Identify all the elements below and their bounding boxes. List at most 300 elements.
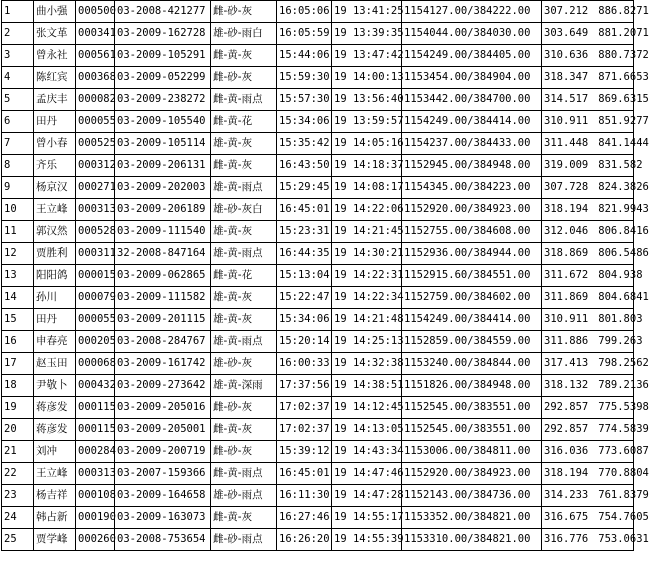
speed-value: 775.5398 (598, 401, 649, 413)
member-id-cell: 000055 (76, 111, 115, 133)
arrival-time-cell: 19 14:13:05 (332, 419, 402, 441)
distance-value: 314.517 (544, 93, 589, 105)
speed-value: 881.2071 (598, 27, 649, 39)
speed-value: 804.938 (598, 269, 643, 281)
member-id-cell: 000284 (76, 441, 115, 463)
distance-speed-cell (542, 529, 649, 551)
speed-value: 770.8804 (598, 467, 649, 479)
pigeon-color-cell: 雌-砂-雨点 (211, 529, 277, 551)
coordinate-cell: 1152755.00/384608.00 (402, 221, 542, 243)
pigeon-color-cell: 雄-黄-雨点 (211, 177, 277, 199)
member-id-cell: 000068 (76, 353, 115, 375)
distance-speed-cell (542, 1, 649, 23)
distance-speed-cell (542, 419, 649, 441)
member-id-cell: 000015 (76, 265, 115, 287)
release-time-cell: 17:02:37 (277, 419, 332, 441)
member-id-cell: 000115 (76, 419, 115, 441)
arrival-time-cell: 19 14:21:48 (332, 309, 402, 331)
arrival-time-cell: 19 14:05:16 (332, 133, 402, 155)
distance-value: 310.911 (544, 313, 589, 325)
coordinate-cell: 1153240.00/384844.00 (402, 353, 542, 375)
member-id-cell: 000525 (76, 133, 115, 155)
distance-value: 316.036 (544, 445, 589, 457)
member-id-cell: 000341 (76, 23, 115, 45)
release-time-cell: 16:27:46 (277, 507, 332, 529)
table-row (2, 463, 634, 485)
rank-cell: 11 (2, 221, 34, 243)
pigeon-color-cell: 雌-黄-雨点 (211, 463, 277, 485)
release-time-cell: 15:22:47 (277, 287, 332, 309)
distance-value: 311.672 (544, 269, 589, 281)
speed-value: 754.7605 (598, 511, 649, 523)
ring-number-cell: 03-2009-111540 (115, 221, 211, 243)
rank-cell: 23 (2, 485, 34, 507)
arrival-time-cell: 19 13:47:42 (332, 45, 402, 67)
distance-value: 310.636 (544, 49, 589, 61)
table-row (2, 419, 634, 441)
coordinate-cell: 1152859.00/384559.00 (402, 331, 542, 353)
member-name-cell: 曾永社 (34, 45, 76, 67)
table-row (2, 67, 634, 89)
rank-cell: 7 (2, 133, 34, 155)
release-time-cell: 16:05:06 (277, 1, 332, 23)
pigeon-color-cell: 雌-黄-花 (211, 265, 277, 287)
distance-value: 318.194 (544, 203, 589, 215)
distance-value: 292.857 (544, 423, 589, 435)
ring-number-cell: 03-2009-205001 (115, 419, 211, 441)
distance-value: 316.675 (544, 511, 589, 523)
speed-value: 789.2136 (598, 379, 649, 391)
distance-speed-cell (542, 155, 643, 177)
arrival-time-cell: 19 13:39:35 (332, 23, 402, 45)
distance-speed-cell (542, 177, 649, 199)
speed-value: 773.6087 (598, 445, 649, 457)
release-time-cell: 15:59:30 (277, 67, 332, 89)
coordinate-cell: 1152920.00/384923.00 (402, 463, 542, 485)
race-results-table (1, 0, 649, 551)
release-time-cell: 15:34:06 (277, 111, 332, 133)
coordinate-cell: 1152920.00/384923.00 (402, 199, 542, 221)
rank-cell: 15 (2, 309, 34, 331)
member-name-cell: 蒋彦发 (34, 397, 76, 419)
member-name-cell: 孙川 (34, 287, 76, 309)
arrival-time-cell: 19 14:22:31 (332, 265, 402, 287)
member-name-cell: 王立峰 (34, 463, 76, 485)
ring-number-cell: 03-2009-062865 (115, 265, 211, 287)
speed-value: 801.803 (598, 313, 643, 325)
member-id-cell: 000313 (76, 463, 115, 485)
table-row (2, 441, 634, 463)
pigeon-color-cell: 雌-砂-灰 (211, 397, 277, 419)
release-time-cell: 16:05:59 (277, 23, 332, 45)
distance-speed-cell (542, 199, 649, 221)
results-body (2, 1, 649, 551)
release-time-cell: 15:35:42 (277, 133, 332, 155)
ring-number-cell: 03-2009-111582 (115, 287, 211, 309)
release-time-cell: 15:44:06 (277, 45, 332, 67)
table-row (2, 45, 634, 67)
member-id-cell: 000205 (76, 331, 115, 353)
release-time-cell: 16:45:01 (277, 463, 332, 485)
member-id-cell: 000311 (76, 243, 115, 265)
release-time-cell: 16:11:30 (277, 485, 332, 507)
table-row (2, 177, 634, 199)
member-name-cell: 赵玉田 (34, 353, 76, 375)
ring-number-cell: 32-2008-847164 (115, 243, 211, 265)
member-name-cell: 申春亮 (34, 331, 76, 353)
pigeon-color-cell: 雌-砂-灰 (211, 1, 277, 23)
rank-cell: 17 (2, 353, 34, 375)
ring-number-cell: 03-2008-753654 (115, 529, 211, 551)
coordinate-cell: 1154044.00/384030.00 (402, 23, 542, 45)
table-row (2, 375, 634, 397)
arrival-time-cell: 19 14:00:13 (332, 67, 402, 89)
distance-speed-cell (542, 287, 649, 309)
pigeon-color-cell: 雌-黄-灰 (211, 419, 277, 441)
arrival-time-cell: 19 14:55:39 (332, 529, 402, 551)
member-id-cell: 000561 (76, 45, 115, 67)
distance-value: 303.649 (544, 27, 589, 39)
arrival-time-cell: 19 14:25:13 (332, 331, 402, 353)
pigeon-color-cell: 雄-砂-灰 (211, 353, 277, 375)
distance-value: 319.009 (544, 159, 589, 171)
arrival-time-cell: 19 14:21:45 (332, 221, 402, 243)
table-row (2, 353, 634, 375)
coordinate-cell: 1154345.00/384223.00 (402, 177, 542, 199)
table-row (2, 1, 634, 23)
member-id-cell: 000055 (76, 309, 115, 331)
pigeon-color-cell: 雌-黄-雨点 (211, 89, 277, 111)
member-name-cell: 贾胜利 (34, 243, 76, 265)
ring-number-cell: 03-2009-238272 (115, 89, 211, 111)
distance-value: 311.869 (544, 291, 589, 303)
speed-value: 806.8416 (598, 225, 649, 237)
arrival-time-cell: 19 14:08:17 (332, 177, 402, 199)
ring-number-cell: 03-2008-421277 (115, 1, 211, 23)
coordinate-cell: 1152545.00/383551.00 (402, 419, 542, 441)
ring-number-cell: 03-2007-159366 (115, 463, 211, 485)
table-row (2, 111, 634, 133)
rank-cell: 20 (2, 419, 34, 441)
distance-speed-cell (542, 133, 649, 155)
arrival-time-cell: 19 14:47:46 (332, 463, 402, 485)
rank-cell: 1 (2, 1, 34, 23)
coordinate-cell: 1154127.00/384222.00 (402, 1, 542, 23)
member-id-cell: 000260 (76, 529, 115, 551)
distance-value: 312.046 (544, 225, 589, 237)
coordinate-cell: 1152759.00/384602.00 (402, 287, 542, 309)
speed-value: 761.8379 (598, 489, 649, 501)
member-name-cell: 曲小强 (34, 1, 76, 23)
release-time-cell: 17:37:56 (277, 375, 332, 397)
distance-value: 311.886 (544, 335, 589, 347)
pigeon-color-cell: 雄-黄-灰 (211, 221, 277, 243)
member-id-cell: 000271 (76, 177, 115, 199)
table-row (2, 529, 634, 551)
speed-value: 821.9943 (598, 203, 649, 215)
member-name-cell: 曾小春 (34, 133, 76, 155)
coordinate-cell: 1153442.00/384700.00 (402, 89, 542, 111)
table-row (2, 397, 634, 419)
coordinate-cell: 1152915.60/384551.00 (402, 265, 542, 287)
distance-speed-cell (542, 265, 643, 287)
pigeon-color-cell: 雌-砂-灰 (211, 441, 277, 463)
pigeon-color-cell: 雄-黄-雨点 (211, 331, 277, 353)
rank-cell: 8 (2, 155, 34, 177)
ring-number-cell: 03-2008-284767 (115, 331, 211, 353)
speed-value: 824.3826 (598, 181, 649, 193)
table-row (2, 485, 634, 507)
ring-number-cell: 03-2009-163073 (115, 507, 211, 529)
distance-value: 318.132 (544, 379, 589, 391)
member-id-cell: 000313 (76, 199, 115, 221)
coordinate-cell: 1152936.00/384944.00 (402, 243, 542, 265)
pigeon-color-cell: 雄-黄-灰 (211, 133, 277, 155)
arrival-time-cell: 19 14:38:51 (332, 375, 402, 397)
rank-cell: 9 (2, 177, 34, 199)
pigeon-color-cell: 雌-黄-灰 (211, 507, 277, 529)
distance-speed-cell (542, 331, 643, 353)
member-id-cell: 000190 (76, 507, 115, 529)
speed-value: 831.582 (598, 159, 643, 171)
pigeon-color-cell: 雌-黄-灰 (211, 45, 277, 67)
distance-value: 310.911 (544, 115, 589, 127)
rank-cell: 2 (2, 23, 34, 45)
pigeon-color-cell: 雄-黄-灰 (211, 287, 277, 309)
distance-speed-cell (542, 243, 649, 265)
member-name-cell: 杨京汉 (34, 177, 76, 199)
member-name-cell: 郭汉然 (34, 221, 76, 243)
coordinate-cell: 1154249.00/384405.00 (402, 45, 542, 67)
coordinate-cell: 1153006.00/384811.00 (402, 441, 542, 463)
distance-speed-cell (542, 375, 649, 397)
table-row (2, 89, 634, 111)
rank-cell: 14 (2, 287, 34, 309)
ring-number-cell: 03-2009-201115 (115, 309, 211, 331)
distance-speed-cell (542, 221, 649, 243)
coordinate-cell: 1152545.00/383551.00 (402, 397, 542, 419)
distance-speed-cell (542, 89, 649, 111)
arrival-time-cell: 19 14:22:34 (332, 287, 402, 309)
distance-speed-cell (542, 441, 649, 463)
release-time-cell: 16:44:35 (277, 243, 332, 265)
coordinate-cell: 1152945.00/384948.00 (402, 155, 542, 177)
speed-value: 806.5486 (598, 247, 649, 259)
speed-value: 880.7372 (598, 49, 649, 61)
distance-value: 318.194 (544, 467, 589, 479)
member-name-cell: 韩占新 (34, 507, 76, 529)
distance-value: 316.776 (544, 533, 589, 545)
pigeon-color-cell: 雌-黄-花 (211, 111, 277, 133)
distance-value: 318.869 (544, 247, 589, 259)
pigeon-color-cell: 雄-黄-雨点 (211, 243, 277, 265)
release-time-cell: 16:00:33 (277, 353, 332, 375)
coordinate-cell: 1153310.00/384821.00 (402, 529, 542, 551)
release-time-cell: 15:20:14 (277, 331, 332, 353)
arrival-time-cell: 19 14:18:37 (332, 155, 402, 177)
member-id-cell: 000082 (76, 89, 115, 111)
ring-number-cell: 03-2009-052299 (115, 67, 211, 89)
coordinate-cell: 1154249.00/384414.00 (402, 309, 542, 331)
release-time-cell: 15:23:31 (277, 221, 332, 243)
member-name-cell: 杨吉祥 (34, 485, 76, 507)
ring-number-cell: 03-2009-164658 (115, 485, 211, 507)
rank-cell: 10 (2, 199, 34, 221)
rank-cell: 18 (2, 375, 34, 397)
ring-number-cell: 03-2009-273642 (115, 375, 211, 397)
table-row (2, 221, 634, 243)
member-name-cell: 孟庆丰 (34, 89, 76, 111)
distance-value: 311.448 (544, 137, 589, 149)
release-time-cell: 15:57:30 (277, 89, 332, 111)
table-row (2, 265, 634, 287)
pigeon-color-cell: 雄-砂-灰白 (211, 199, 277, 221)
release-time-cell: 16:43:50 (277, 155, 332, 177)
rank-cell: 4 (2, 67, 34, 89)
distance-value: 307.728 (544, 181, 589, 193)
ring-number-cell: 03-2009-161742 (115, 353, 211, 375)
table-row (2, 243, 634, 265)
arrival-time-cell: 19 13:59:57 (332, 111, 402, 133)
distance-speed-cell (542, 353, 649, 375)
ring-number-cell: 03-2009-105291 (115, 45, 211, 67)
rank-cell: 3 (2, 45, 34, 67)
table-row (2, 23, 634, 45)
coordinate-cell: 1153454.00/384904.00 (402, 67, 542, 89)
distance-value: 307.212 (544, 5, 589, 17)
member-name-cell: 王立峰 (34, 199, 76, 221)
ring-number-cell: 03-2009-202003 (115, 177, 211, 199)
table-row (2, 287, 634, 309)
rank-cell: 16 (2, 331, 34, 353)
arrival-time-cell: 19 14:12:45 (332, 397, 402, 419)
ring-number-cell: 03-2009-200719 (115, 441, 211, 463)
member-name-cell: 阳阳鸽 (34, 265, 76, 287)
pigeon-color-cell: 雄-黄-灰 (211, 309, 277, 331)
member-name-cell: 贾学峰 (34, 529, 76, 551)
distance-speed-cell (542, 111, 649, 133)
rank-cell: 13 (2, 265, 34, 287)
speed-value: 804.6841 (598, 291, 649, 303)
arrival-time-cell: 19 14:43:34 (332, 441, 402, 463)
table-row (2, 507, 634, 529)
ring-number-cell: 03-2009-205016 (115, 397, 211, 419)
distance-value: 314.233 (544, 489, 589, 501)
release-time-cell: 15:34:06 (277, 309, 332, 331)
ring-number-cell: 03-2009-206189 (115, 199, 211, 221)
pigeon-color-cell: 雄-砂-雨点 (211, 485, 277, 507)
pigeon-color-cell: 雄-砂-雨白 (211, 23, 277, 45)
arrival-time-cell: 19 14:32:38 (332, 353, 402, 375)
member-name-cell: 陈红宾 (34, 67, 76, 89)
distance-speed-cell (542, 67, 649, 89)
ring-number-cell: 03-2009-105114 (115, 133, 211, 155)
member-id-cell: 000432 (76, 375, 115, 397)
ring-number-cell: 03-2009-105540 (115, 111, 211, 133)
pigeon-color-cell: 雌-砂-灰 (211, 67, 277, 89)
distance-speed-cell (542, 463, 649, 485)
release-time-cell: 16:45:01 (277, 199, 332, 221)
member-id-cell: 000312 (76, 155, 115, 177)
table-row (2, 199, 634, 221)
table-row (2, 155, 634, 177)
rank-cell: 25 (2, 529, 34, 551)
table-row (2, 133, 634, 155)
release-time-cell: 16:26:20 (277, 529, 332, 551)
release-time-cell: 17:02:37 (277, 397, 332, 419)
rank-cell: 12 (2, 243, 34, 265)
member-name-cell: 尹敬卜 (34, 375, 76, 397)
distance-speed-cell (542, 485, 649, 507)
rank-cell: 19 (2, 397, 34, 419)
distance-speed-cell (542, 309, 643, 331)
rank-cell: 24 (2, 507, 34, 529)
distance-value: 317.413 (544, 357, 589, 369)
distance-value: 318.347 (544, 71, 589, 83)
arrival-time-cell: 19 13:56:40 (332, 89, 402, 111)
member-id-cell: 000500 (76, 1, 115, 23)
distance-speed-cell (542, 45, 649, 67)
member-name-cell: 齐乐 (34, 155, 76, 177)
member-id-cell: 000115 (76, 397, 115, 419)
coordinate-cell: 1153352.00/384821.00 (402, 507, 542, 529)
rank-cell: 21 (2, 441, 34, 463)
table-row (2, 331, 634, 353)
rank-cell: 5 (2, 89, 34, 111)
release-time-cell: 15:29:45 (277, 177, 332, 199)
member-name-cell: 蒋彦发 (34, 419, 76, 441)
table-row (2, 309, 634, 331)
speed-value: 851.9277 (598, 115, 649, 127)
coordinate-cell: 1151826.00/384948.00 (402, 375, 542, 397)
release-time-cell: 15:13:04 (277, 265, 332, 287)
member-name-cell: 张文革 (34, 23, 76, 45)
coordinate-cell: 1154249.00/384414.00 (402, 111, 542, 133)
speed-value: 869.6315 (598, 93, 649, 105)
pigeon-color-cell: 雌-黄-灰 (211, 155, 277, 177)
speed-value: 798.2562 (598, 357, 649, 369)
rank-cell: 6 (2, 111, 34, 133)
arrival-time-cell: 19 14:22:06 (332, 199, 402, 221)
arrival-time-cell: 19 13:41:25 (332, 1, 402, 23)
pigeon-color-cell: 雄-黄-深雨 (211, 375, 277, 397)
member-id-cell: 000368 (76, 67, 115, 89)
member-name-cell: 刘冲 (34, 441, 76, 463)
ring-number-cell: 03-2009-206131 (115, 155, 211, 177)
arrival-time-cell: 19 14:55:17 (332, 507, 402, 529)
member-id-cell: 000079 (76, 287, 115, 309)
member-id-cell: 000108 (76, 485, 115, 507)
distance-speed-cell (542, 397, 649, 419)
release-time-cell: 15:39:12 (277, 441, 332, 463)
speed-value: 886.8271 (598, 5, 649, 17)
member-name-cell: 田丹 (34, 111, 76, 133)
coordinate-cell: 1154237.00/384433.00 (402, 133, 542, 155)
ring-number-cell: 03-2009-162728 (115, 23, 211, 45)
rank-cell: 22 (2, 463, 34, 485)
member-name-cell: 田丹 (34, 309, 76, 331)
speed-value: 841.1444 (598, 137, 649, 149)
distance-speed-cell (542, 23, 649, 45)
arrival-time-cell: 19 14:30:21 (332, 243, 402, 265)
member-id-cell: 000528 (76, 221, 115, 243)
speed-value: 753.0631 (598, 533, 649, 545)
coordinate-cell: 1152143.00/384736.00 (402, 485, 542, 507)
speed-value: 774.5839 (598, 423, 649, 435)
arrival-time-cell: 19 14:47:28 (332, 485, 402, 507)
speed-value: 799.263 (598, 335, 643, 347)
speed-value: 871.6653 (598, 71, 649, 83)
